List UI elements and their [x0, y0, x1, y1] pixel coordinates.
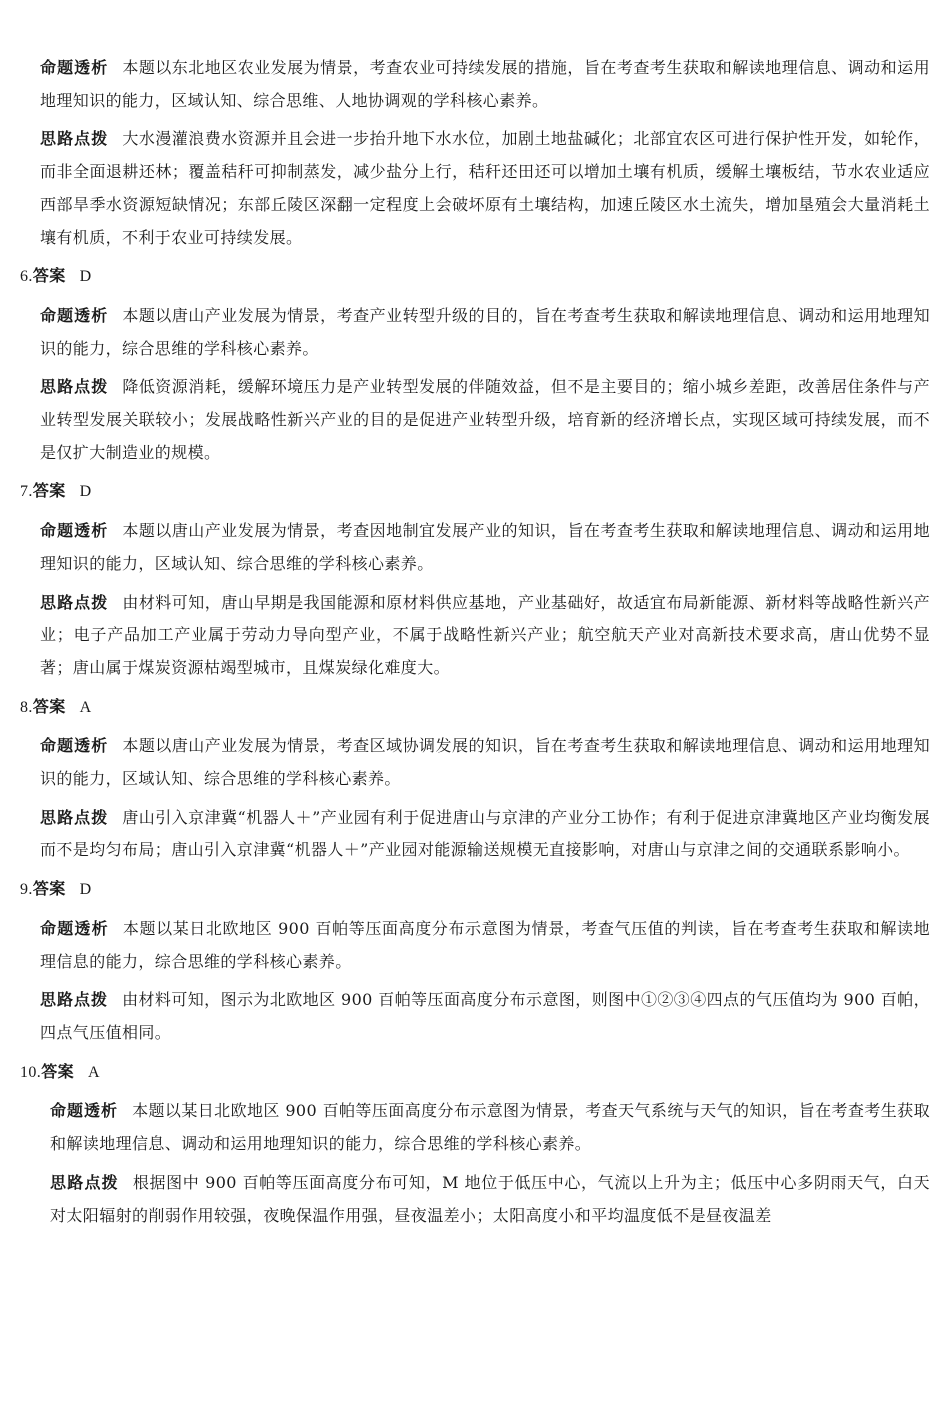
answer-label: 答案	[41, 1061, 75, 1081]
q8-silu	[20, 802, 930, 867]
q8-silu-text: 唐山引入京津冀“机器人＋”产业园有利于促进唐山与京津的产业分工协作；有利于促进京津冀地区产业均衡发展而不是均匀布局；唐山引入京津冀“机器人＋”产业园对能源输送规模无直接影响，对唐山与京津之间的交通联系影响小。	[40, 807, 930, 860]
q5-mingti-text: 本题以东北地区农业发展为情景，考查农业可持续发展的措施，旨在考查考生获取和解读地理信息、调动和运用地理知识的能力，区域认知、综合思维、人地协调观的学科核心素养。	[40, 58, 930, 110]
q6-number: 6.	[20, 268, 33, 286]
mingti-label: 命题透析	[40, 521, 109, 541]
q10-mingti	[20, 1095, 930, 1160]
mingti-label: 命题透析	[40, 58, 109, 77]
q6-answer-line	[20, 260, 930, 294]
q10-number: 10.	[20, 1063, 42, 1081]
q7-mingti	[20, 515, 930, 580]
q9-answer: D	[79, 881, 92, 899]
q5-silu-text: 大水漫灌浪费水资源并且会进一步抬升地下水水位，加剧土地盐碱化；北部宜农区可进行保护性开发，如轮作，而非全面退耕还林；覆盖秸秆可抑制蒸发，减少盐分上行，秸秆还田还可以增加土壤有机质，缓解土壤板结，节水农业适应西部旱季水资源短缺情况；东部丘陵区深翻一定程度上会破坏原有土壤结构，加速丘陵区水土流失，增加垦殖会大量消耗土壤有机质，不利于农业可持续发展。	[40, 129, 930, 247]
q6-mingti	[20, 300, 930, 365]
q8-answer: A	[79, 698, 92, 716]
answer-label: 答案	[32, 696, 66, 716]
q10-answer: A	[88, 1063, 100, 1081]
q8-number: 8.	[20, 698, 33, 716]
q7-answer: D	[79, 483, 92, 501]
silu-label: 思路点拨	[40, 129, 109, 149]
mingti-label: 命题透析	[50, 1101, 119, 1121]
q9-silu	[20, 984, 930, 1049]
q9-number: 9.	[20, 881, 33, 899]
q9-mingti-text: 本题以某日北欧地区 900 百帕等压面高度分布示意图为情景，考查气压值的判读，旨在考查考生获取和解读地理信息的能力，综合思维的学科核心素养。	[40, 918, 930, 971]
q6-answer: D	[79, 268, 92, 286]
answer-label: 答案	[32, 879, 66, 899]
q8-mingti	[20, 730, 930, 795]
q5-mingti	[20, 52, 930, 117]
silu-label: 思路点拨	[40, 807, 109, 827]
q10-silu-text: 根据图中 900 百帕等压面高度分布可知，M 地位于低压中心，气流以上升为主；低压中心多阴雨天气，白天对太阳辐射的削弱作用较强，夜晚保温作用强，昼夜温差小；太阳高度小和平均温度低不是昼夜温差	[50, 1172, 930, 1225]
q8-answer-line	[20, 691, 930, 725]
q10-silu	[20, 1167, 930, 1232]
q7-silu	[20, 587, 930, 685]
q6-silu-text: 降低资源消耗，缓解环境压力是产业转型发展的伴随效益，但不是主要目的；缩小城乡差距，改善居住条件与产业转型发展关联较小；发展战略性新兴产业的目的是促进产业转型升级，培育新的经济增长点，实现区域可持续发展，而不是仅扩大制造业的规模。	[40, 377, 930, 462]
q9-answer-line	[20, 873, 930, 907]
silu-label: 思路点拨	[40, 990, 109, 1010]
q7-answer-line	[20, 475, 930, 509]
silu-label: 思路点拨	[40, 592, 109, 612]
q6-silu	[20, 371, 930, 469]
q9-mingti	[20, 913, 930, 978]
q8-mingti-text: 本题以唐山产业发展为情景，考查区域协调发展的知识，旨在考查考生获取和解读地理信息、调动和运用地理知识的能力，区域认知、综合思维的学科核心素养。	[40, 736, 930, 789]
q7-silu-text: 由材料可知，唐山早期是我国能源和原材料供应基地，产业基础好，故适宜布局新能源、新材料等战略性新兴产业；电子产品加工产业属于劳动力导向型产业，不属于战略性新兴产业；航空航天产业对高新技术要求高，唐山优势不显著；唐山属于煤炭资源枯竭型城市，且煤炭绿化难度大。	[40, 592, 930, 677]
silu-label: 思路点拨	[50, 1172, 119, 1192]
q7-number: 7.	[20, 483, 33, 501]
q7-mingti-text: 本题以唐山产业发展为情景，考查因地制宜发展产业的知识，旨在考查考生获取和解读地理信息、调动和运用地理知识的能力，区域认知、综合思维的学科核心素养。	[40, 521, 930, 573]
mingti-label: 命题透析	[40, 305, 109, 325]
answer-label: 答案	[32, 481, 66, 501]
q9-silu-text: 由材料可知，图示为北欧地区 900 百帕等压面高度分布示意图，则图中①②③④四点的气压值均为 900 百帕，四点气压值相同。	[40, 990, 930, 1042]
q10-mingti-text: 本题以某日北欧地区 900 百帕等压面高度分布示意图为情景，考查天气系统与天气的知识，旨在考查考生获取和解读地理信息、调动和运用地理知识的能力，综合思维的学科核心素养。	[50, 1101, 930, 1154]
q5-silu	[20, 123, 930, 254]
q10-answer-line	[20, 1056, 930, 1090]
silu-label: 思路点拨	[40, 377, 109, 397]
q6-mingti-text: 本题以唐山产业发展为情景，考查产业转型升级的目的，旨在考查考生获取和解读地理信息、调动和运用地理知识的能力，综合思维的学科核心素养。	[40, 305, 930, 358]
mingti-label: 命题透析	[40, 736, 109, 756]
mingti-label: 命题透析	[40, 918, 109, 938]
answer-label: 答案	[32, 266, 66, 286]
